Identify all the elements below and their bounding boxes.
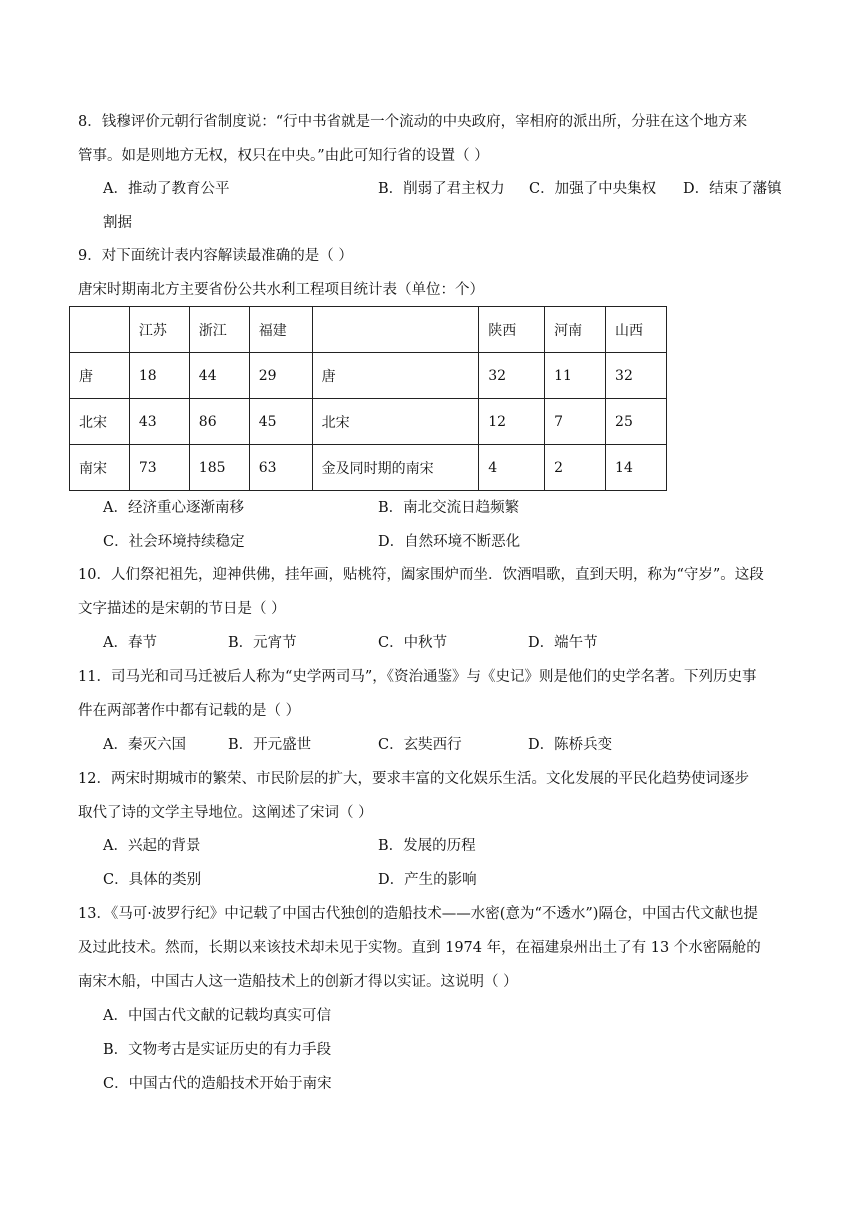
question-12-option-c: C．具体的类别: [103, 872, 202, 888]
question-10-option-c: C．中秋节: [378, 635, 448, 651]
table-cell: 43: [129, 399, 189, 445]
question-10-stem-line-2: 文字描述的是宋朝的节日是（ ）: [78, 601, 286, 617]
question-11-option-b: B．开元盛世: [228, 737, 312, 753]
question-10-option-b: B．元宵节: [228, 635, 297, 651]
table-cell: 86: [189, 399, 249, 445]
table-cell: 18: [129, 353, 189, 399]
table-cell: 44: [189, 353, 249, 399]
question-9-option-c: C．社会环境持续稳定: [103, 534, 245, 550]
table-cell: 14: [606, 445, 667, 491]
table-cell: 25: [606, 399, 667, 445]
question-12-option-a: A．兴起的背景: [103, 838, 201, 854]
question-12-stem-line-1: 12．两宋时期城市的繁荣、市民阶层的扩大，要求丰富的文化娱乐生活。文化发展的平民化趋势使词逐步: [78, 771, 749, 787]
table-cell: 4: [479, 445, 545, 491]
table-cell: 73: [129, 445, 189, 491]
question-9-stem: 9．对下面统计表内容解读最准确的是（ ）: [78, 248, 353, 264]
question-12-option-b: B．发展的历程: [378, 838, 476, 854]
table-header-cell: [70, 307, 130, 353]
table-header-cell: 河南: [545, 307, 606, 353]
question-11-option-d: D．陈桥兵变: [528, 737, 613, 753]
table-cell: 185: [189, 445, 249, 491]
table-cell: 金及同时期的南宋: [312, 445, 479, 491]
question-10-option-d: D．端午节: [528, 635, 598, 651]
table-cell: 7: [545, 399, 606, 445]
table-cell: 2: [545, 445, 606, 491]
table-header-cell: 陕西: [479, 307, 545, 353]
table-header-cell: 浙江: [189, 307, 249, 353]
table-cell: 12: [479, 399, 545, 445]
question-8-option-d: D．结束了藩镇: [683, 181, 782, 197]
question-8-stem-line-1: 8．钱穆评价元朝行省制度说：“行中书省就是一个流动的中央政府，宰相府的派出所，分驻在这个地方来: [78, 114, 748, 130]
question-9-option-b: B．南北交流日趋频繁: [378, 500, 520, 516]
table-row: [70, 445, 667, 491]
question-8-stem-line-2: 管事。如是则地方无权，权只在中央。”由此可知行省的设置（ ）: [78, 148, 489, 164]
table-cell: 32: [479, 353, 545, 399]
table-cell: 45: [249, 399, 312, 445]
question-9-option-d: D．自然环境不断恶化: [378, 534, 521, 550]
table-row: [70, 399, 667, 445]
table-cell: 南宋: [70, 445, 130, 491]
question-13-stem-line-2: 及过此技术。然而，长期以来该技术却未见于实物。直到 1974 年，在福建泉州出土了有 13 个水密隔舱的: [78, 940, 761, 956]
question-8-option-c: C．加强了中央集权: [529, 181, 657, 197]
question-8-option-a: A．推动了教育公平: [103, 181, 230, 197]
table-header-cell: [312, 307, 479, 353]
question-13-stem-line-1: 13．《马可·波罗行纪》中记载了中国古代独创的造船技术——水密(意为“不透水”)隔仓，中国古代文献也提: [78, 906, 758, 922]
question-8-option-b: B．削弱了君主权力: [378, 181, 505, 197]
table-cell: 北宋: [70, 399, 130, 445]
table-cell: 唐: [312, 353, 479, 399]
table-cell: 32: [606, 353, 667, 399]
table-header-cell: 江苏: [129, 307, 189, 353]
question-13-option-a: A．中国古代文献的记载均真实可信: [103, 1008, 331, 1024]
question-8-option-d-continued: 割据: [103, 215, 132, 231]
question-13-option-c: C．中国古代的造船技术开始于南宋: [103, 1076, 332, 1092]
table-caption: 唐宋时期南北方主要省份公共水利工程项目统计表（单位：个）: [78, 282, 484, 298]
table-cell: 北宋: [312, 399, 479, 445]
question-13-option-b: B．文物考古是实证历史的有力手段: [103, 1042, 332, 1058]
question-11-option-a: A．秦灭六国: [103, 737, 186, 753]
water-projects-table: [69, 306, 667, 491]
table-cell: 11: [545, 353, 606, 399]
table-cell: 29: [249, 353, 312, 399]
question-10-stem-line-1: 10．人们祭祀祖先，迎神供佛，挂年画，贴桃符，阖家围炉而坐．饮酒唱歌，直到天明，称为“守岁”。这段: [78, 567, 764, 583]
table-header-cell: 福建: [249, 307, 312, 353]
table-cell: 唐: [70, 353, 130, 399]
table-cell: 63: [249, 445, 312, 491]
table-row: [70, 353, 667, 399]
table-header-row: [70, 307, 667, 353]
question-11-stem-line-2: 件在两部著作中都有记载的是（ ）: [78, 703, 301, 719]
question-9-option-a: A．经济重心逐渐南移: [103, 500, 244, 516]
question-11-stem-line-1: 11．司马光和司马迁被后人称为“史学两司马”，《资治通鉴》与《史记》则是他们的史学名著。下列历史事: [78, 669, 757, 685]
table-header-cell: 山西: [606, 307, 667, 353]
question-12-stem-line-2: 取代了诗的文学主导地位。这阐述了宋词（ ）: [78, 805, 373, 821]
question-13-stem-line-3: 南宋木船，中国古人这一造船技术上的创新才得以实证。这说明（ ）: [78, 974, 518, 990]
question-10-option-a: A．春节: [103, 635, 157, 651]
question-11-option-c: C．玄奘西行: [378, 737, 462, 753]
question-12-option-d: D．产生的影响: [378, 872, 477, 888]
